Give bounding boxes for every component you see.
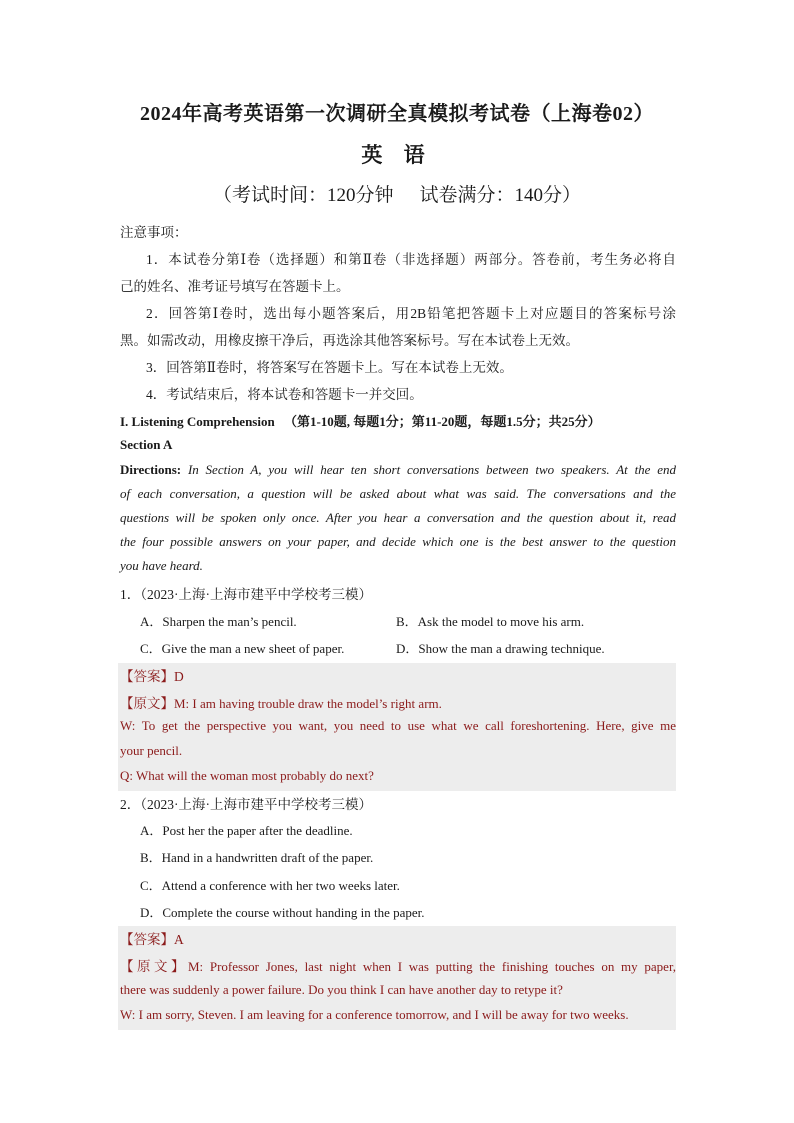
- part-heading: [120, 411, 676, 430]
- q2-script-m-text: M: Professor Jones, last night when I was putting the finishing touches on my paper,: [187, 959, 677, 974]
- section-a-heading: Section A: [120, 437, 173, 452]
- note-item-4: 4．考试结束后，将本试卷和答题卡一并交回。: [146, 387, 423, 402]
- q2-source: 2．（2023·上海·上海市建平中学校考三模）: [120, 797, 372, 812]
- q1-source: 1．（2023·上海·上海市建平中学校考三模）: [120, 587, 372, 602]
- q1-script-m: [120, 692, 676, 712]
- q1-script-w-line-2: your pencil.: [120, 743, 183, 758]
- q1-script-m-text: M: I am having trouble draw the model’s right arm.: [174, 696, 442, 711]
- q1-option-c: C．Give the man a new sheet of paper.: [140, 641, 345, 656]
- q1-script-question: Q: What will the woman most probably do next?: [120, 768, 374, 783]
- notes-heading: 注意事项：: [120, 225, 188, 240]
- q2-script-m-line-1: [120, 955, 676, 975]
- q2-script-m-line-2: there was suddenly a power failure. Do you think I can have another day to retype it?: [120, 982, 563, 997]
- q1-script-label: 【原文】: [120, 696, 174, 711]
- directions-line-2: of each conversation, a question will be asked about what was said. The conversations and the: [120, 486, 676, 501]
- directions-text-1: In Section A, you will hear ten short conversations between two speakers. At the end: [187, 462, 677, 477]
- directions-line-1: [120, 462, 676, 478]
- exam-time-info: [0, 180, 794, 207]
- exam-title: 2024年高考英语第一次调研全真模拟考试卷（上海卷02）: [140, 103, 654, 125]
- q1-answer: [120, 665, 676, 685]
- q2-option-b: B．Hand in a handwritten draft of the paper.: [140, 850, 374, 865]
- subject-heading: 英 语: [361, 143, 433, 167]
- q1-option-a: A．Sharpen the man’s pencil.: [140, 614, 297, 629]
- q1-option-b: B．Ask the model to move his arm.: [396, 614, 585, 629]
- q1-answer-label: 【答案】: [120, 669, 174, 684]
- part-scoring: （第1-10题, 每题1分；第11-20题，每题1.5分；共25分）: [283, 414, 601, 429]
- part-title: I. Listening Comprehension: [120, 414, 275, 429]
- exam-duration: （考试时间：120分钟: [212, 185, 394, 206]
- directions-label: Directions:: [120, 462, 182, 477]
- q2-option-a: A．Post her the paper after the deadline.: [140, 823, 353, 838]
- exam-full-score: 试卷满分：140分）: [419, 185, 582, 206]
- q2-answer: [120, 928, 676, 948]
- note-item-1-line-2: 己的姓名、准考证号填写在答题卡上。: [120, 279, 350, 294]
- note-item-3: 3．回答第Ⅱ卷时，将答案写在答题卡上。写在本试卷上无效。: [146, 360, 513, 375]
- q2-option-d: D．Complete the course without handing in the paper.: [140, 905, 425, 920]
- q2-script-label: 【原文】: [120, 959, 188, 974]
- q2-answer-label: 【答案】: [120, 932, 174, 947]
- q1-option-d: D．Show the man a drawing technique.: [396, 641, 605, 656]
- q2-answer-value: A: [174, 932, 184, 947]
- directions-line-5: you have heard.: [120, 558, 203, 573]
- note-item-2-line-2: 黑。如需改动，用橡皮擦干净后，再选涂其他答案标号。写在本试卷上无效。: [120, 333, 579, 348]
- directions-line-4: the four possible answers on your paper, and decide which one is the best answer to the question: [120, 534, 676, 549]
- q1-answer-value: D: [174, 669, 184, 684]
- q2-option-c: C．Attend a conference with her two weeks later.: [140, 878, 400, 893]
- note-item-2-line-1: 2．回答第Ⅰ卷时，选出每小题答案后，用2B铅笔把答题卡上对应题目的答案标号涂: [146, 306, 676, 321]
- q1-script-w-line-1: W: To get the perspective you want, you need to use what we call foreshortening. Here, give me: [120, 718, 676, 733]
- q2-script-w: W: I am sorry, Steven. I am leaving for a conference tomorrow, and I will be away for two weeks.: [120, 1007, 629, 1022]
- note-item-1-line-1: 1．本试卷分第Ⅰ卷（选择题）和第Ⅱ卷（非选择题）两部分。答卷前，考生务必将自: [146, 252, 676, 267]
- directions-line-3: questions will be spoken only once. After you hear a conversation and the question about it, read: [120, 510, 676, 525]
